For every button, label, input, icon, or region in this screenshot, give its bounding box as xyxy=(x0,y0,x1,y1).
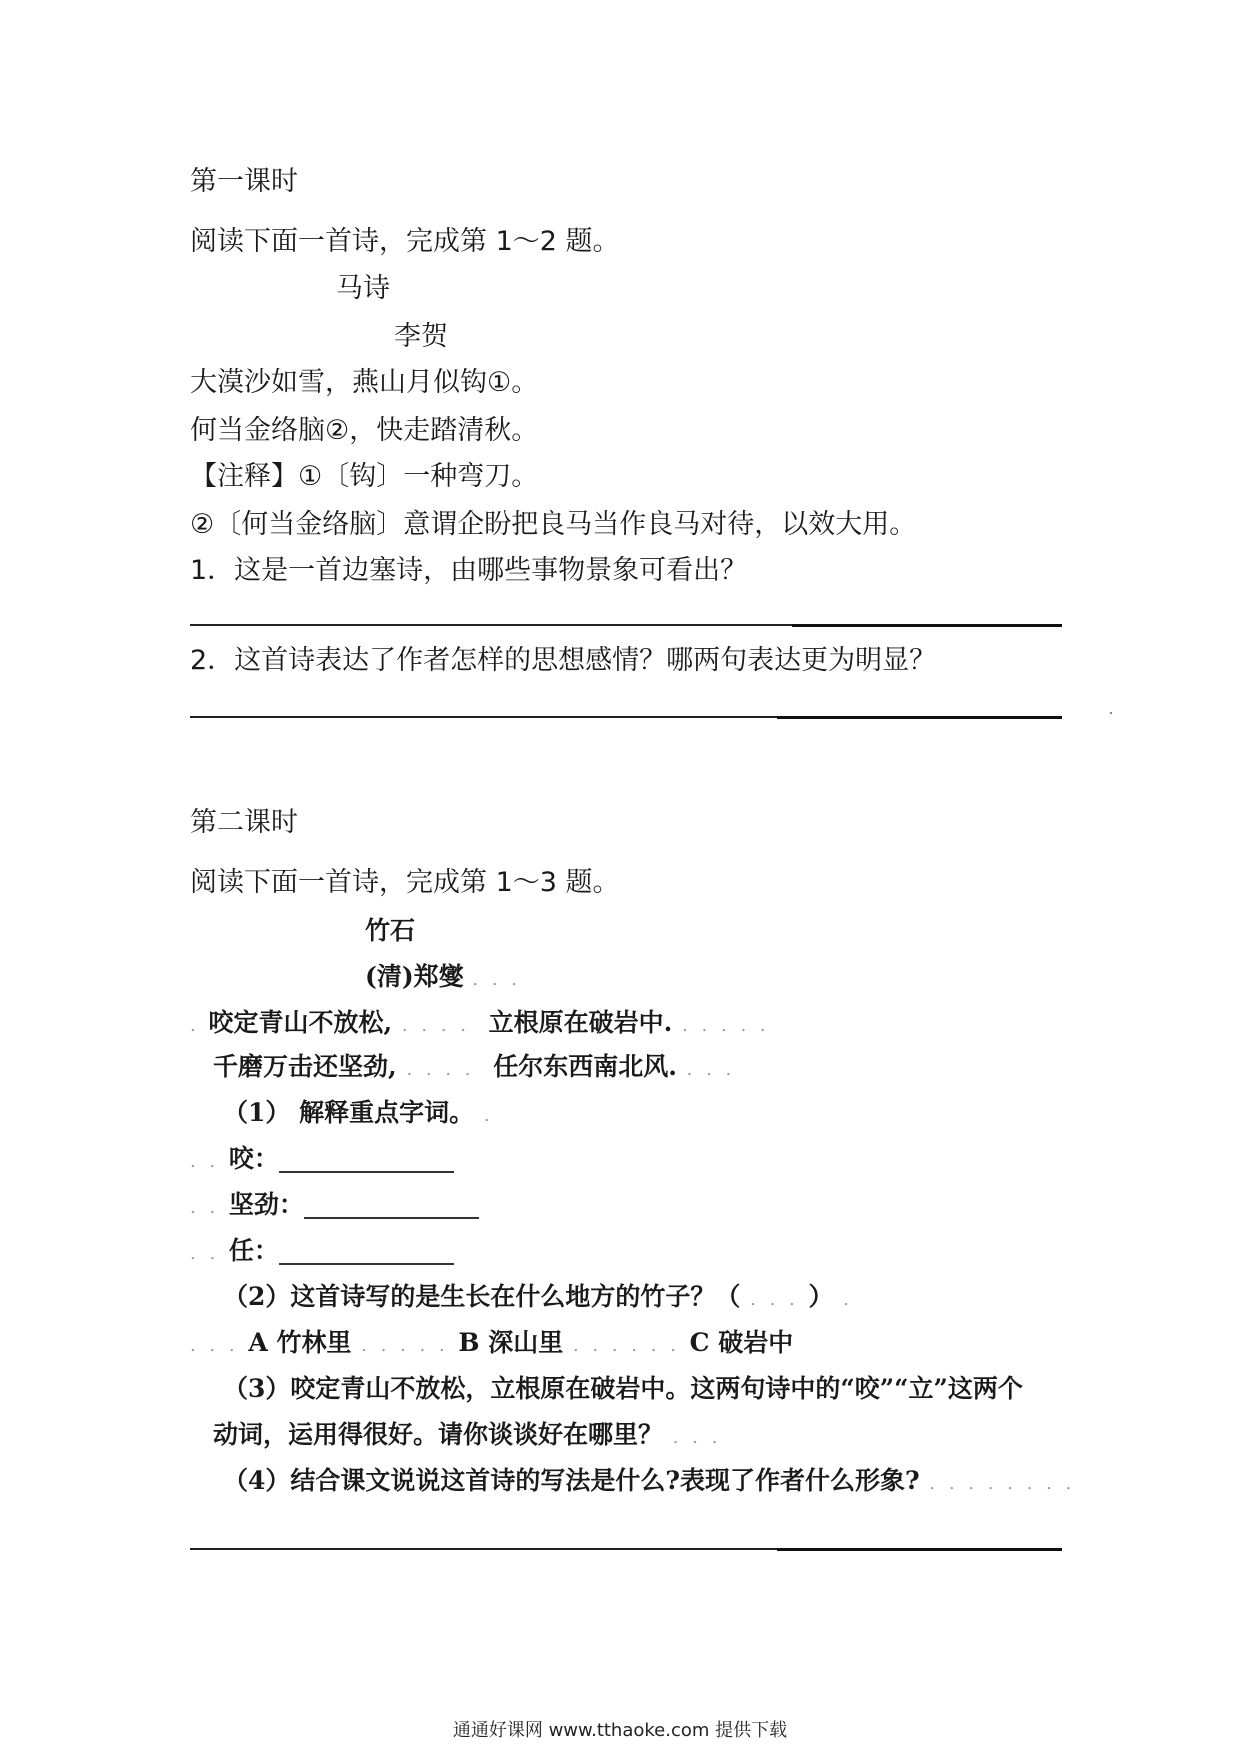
section2-instruction: 阅读下面一首诗，完成第 1～3 题。 xyxy=(190,867,620,898)
scan-dots: . . xyxy=(190,1243,229,1264)
section1-question-1: 1．这是一首边塞诗，由哪些事物景象可看出？ xyxy=(190,555,748,586)
options-row xyxy=(190,1326,793,1363)
scan-dots: . . . . xyxy=(396,1059,475,1080)
poem2-title: 竹石 xyxy=(365,916,416,945)
section2-question-3-line-1: （3）咬定青山不放松，立根原在破岩中。这两句诗中的“咬”“立”这两个 xyxy=(223,1374,1023,1403)
poem2-line-1-b: 立根原在破岩中. xyxy=(488,1008,673,1037)
section2-question-3-line-2: 动词，运用得很好。请你谈谈好在哪里？ . . . xyxy=(213,1420,722,1449)
poem2-line-1 xyxy=(190,1006,770,1043)
term-3-label: 任： xyxy=(228,1236,279,1265)
term-1-blank[interactable] xyxy=(279,1145,454,1173)
scan-dots: . . . xyxy=(676,1059,736,1080)
section2-question-1: （1） 解释重点字词。 . xyxy=(223,1098,494,1127)
page-footer: 通通好课网 www.tthaoke.com 提供下载 xyxy=(452,1720,788,1741)
scan-dots: . . . xyxy=(190,1335,249,1356)
scan-dots: . . xyxy=(190,1197,229,1218)
term-2-blank[interactable] xyxy=(304,1191,479,1219)
scan-dots: . . . . . xyxy=(672,1015,770,1036)
term-1-label: 咬： xyxy=(228,1144,279,1173)
poem2-line-1-a: 咬定青山不放松, xyxy=(208,1008,393,1037)
answer-line-q4[interactable] xyxy=(190,1548,1062,1550)
answer-line-q1[interactable] xyxy=(190,624,1062,626)
option-c[interactable]: C 破岩中 xyxy=(689,1328,794,1357)
poem2-line-2-a: 千磨万击还坚劲, xyxy=(213,1052,397,1081)
poem2-line-2 xyxy=(213,1050,735,1087)
scan-dots: . xyxy=(474,1105,494,1126)
poem1-line-2: 何当金络脑②，快走踏清秋。 xyxy=(190,415,539,446)
section1-instruction: 阅读下面一首诗，完成第 1～2 题。 xyxy=(190,226,620,257)
poem2-line-2-b: 任尔东西南北风. xyxy=(493,1052,677,1081)
scan-dots: . . . xyxy=(472,969,521,990)
poem1-note-2: ②〔何当金络脑〕意谓企盼把良马当作良马对待，以效大用。 xyxy=(190,509,917,540)
scan-dots: . . . xyxy=(663,1427,722,1448)
term-row-2 xyxy=(190,1188,479,1225)
option-b[interactable]: B 深山里 xyxy=(458,1328,564,1357)
term-row-3 xyxy=(190,1234,454,1271)
scan-dots: . xyxy=(190,1015,200,1036)
term-row-1 xyxy=(190,1142,454,1179)
scan-dots: . xyxy=(833,1289,853,1310)
section2-heading: 第二课时 xyxy=(190,807,298,838)
term-2-label: 坚劲： xyxy=(228,1190,304,1219)
term-3-blank[interactable] xyxy=(279,1237,454,1265)
answer-line-q2[interactable] xyxy=(190,716,1062,718)
scan-dots: . . xyxy=(190,1151,229,1172)
scan-dots: . . . . . . . . xyxy=(919,1473,1076,1494)
poem1-title: 马诗 xyxy=(336,273,390,304)
poem1-author: 李贺 xyxy=(394,321,448,352)
section1-question-2: 2．这首诗表达了作者怎样的思想感情？哪两句表达更为明显？ xyxy=(190,645,937,676)
section1-heading: 第一课时 xyxy=(190,166,298,197)
q2-answer-blank[interactable]: . . . xyxy=(740,1289,809,1310)
poem2-author: (清)郑燮 . . . xyxy=(365,962,521,991)
section2-question-4: （4）结合课文说说这首诗的写法是什么?表现了作者什么形象? . . . . . . . . xyxy=(223,1466,1076,1495)
poem1-note-1: 【注释】①〔钩〕一种弯刀。 xyxy=(190,461,539,492)
section2-question-2: （2）这首诗写的是生长在什么地方的竹子？（ . . . ） . xyxy=(223,1282,853,1311)
scan-dots: . . . . . . xyxy=(563,1335,690,1356)
scan-dots: . . . . xyxy=(392,1015,470,1036)
scan-speck xyxy=(1110,712,1112,714)
option-a[interactable]: A 竹林里 xyxy=(248,1328,352,1357)
scan-dots: . . . . . xyxy=(351,1335,459,1356)
poem1-line-1: 大漠沙如雪，燕山月似钩①。 xyxy=(190,367,539,398)
